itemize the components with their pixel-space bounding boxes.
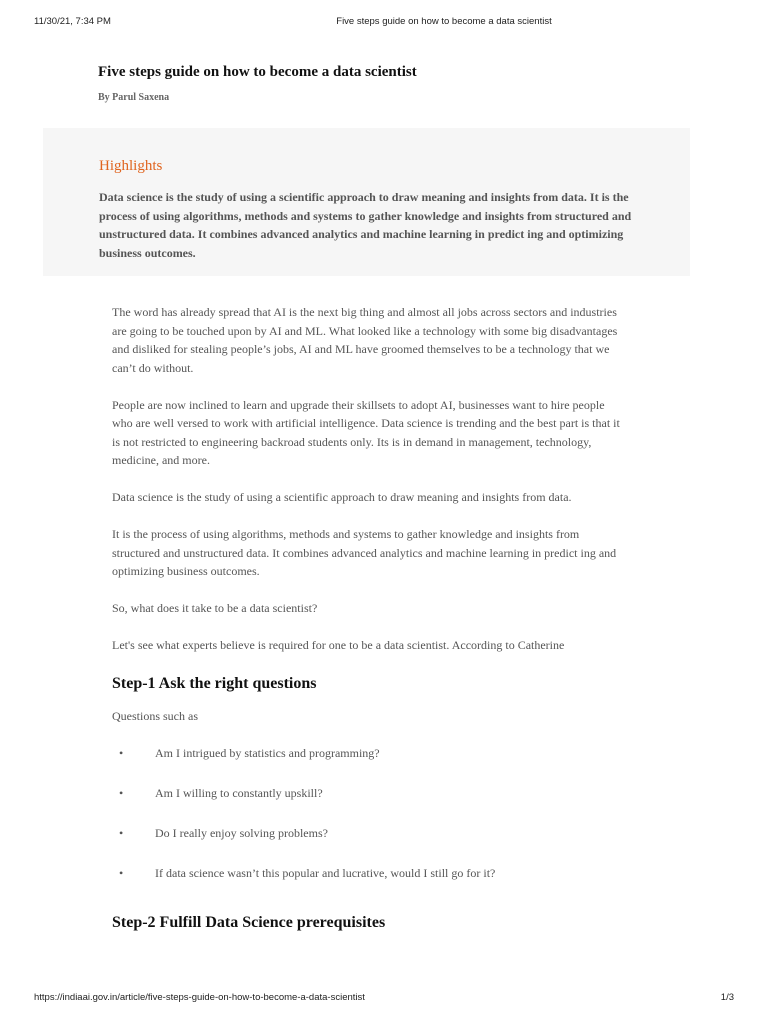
body-paragraph: Let's see what experts believe is required for one to be a data scientist. According to Catherine: [112, 638, 565, 652]
highlights-text: Data science is the study of using a scientific approach to draw meaning and insights from data. It is the process of using algorithms, methods and systems to gather knowledge and insights from structured and unstructured data. It combines advanced analytics and machine learning in predict ing and optimizing business outcomes.: [99, 190, 632, 260]
body-paragraph: People are now inclined to learn and upgrade their skillsets to adopt AI, businesses want to hire people who are well versed to work with artificial intelligence. Data science is trending and the best part is that it is not restricted to engineering backroad students only. Its is in demand in management, technology, medicine, and more.: [112, 397, 620, 467]
print-footer: [0, 992, 768, 1006]
print-page-title: Five steps guide on how to become a data scientist: [336, 16, 552, 27]
bullet-icon: •: [119, 746, 124, 760]
list-item: [112, 824, 622, 864]
highlights-box: [43, 128, 690, 276]
body-paragraph: Data science is the study of using a scientific approach to draw meaning and insights from data.: [112, 490, 572, 504]
bullet-icon: •: [119, 866, 124, 880]
list-item-text: Am I intrigued by statistics and programming?: [155, 746, 380, 760]
step-1-intro: Questions such as: [112, 709, 198, 723]
body-paragraph: The word has already spread that AI is the next big thing and almost all jobs across sectors and industries are going to be touched upon by AI and ML. What looked like a technology with some big disadvantages and disliked for stealing people’s jobs, AI and ML have groomed themselves to be a technology that we can’t do without.: [112, 305, 618, 375]
list-item-text: If data science wasn’t this popular and lucrative, would I still go for it?: [155, 866, 496, 880]
step-1-heading: Step-1 Ask the right questions: [112, 675, 317, 692]
body-paragraph: So, what does it take to be a data scientist?: [112, 601, 318, 615]
print-header: [0, 16, 768, 30]
bullet-icon: •: [119, 826, 124, 840]
print-page-number: 1/3: [720, 992, 734, 1003]
highlights-heading: Highlights: [99, 158, 163, 174]
step-1-question-list: [112, 744, 622, 904]
list-item-text: Do I really enjoy solving problems?: [155, 826, 328, 840]
article-body: [112, 303, 622, 946]
bullet-icon: •: [119, 786, 124, 800]
list-item: [112, 864, 622, 904]
article-byline: By Parul Saxena: [98, 92, 170, 103]
step-2-heading: Step-2 Fulfill Data Science prerequisites: [112, 914, 386, 931]
list-item-text: Am I willing to constantly upskill?: [155, 786, 323, 800]
print-url[interactable]: https://indiaai.gov.in/article/five-steps-guide-on-how-to-become-a-data-scientist: [34, 992, 365, 1003]
print-datetime: 11/30/21, 7:34 PM: [34, 16, 111, 27]
body-paragraph: It is the process of using algorithms, methods and systems to gather knowledge and insights from structured and unstructured data. It combines advanced analytics and machine learning in predict ing and optimizing business outcomes.: [112, 527, 617, 578]
list-item: [112, 744, 622, 784]
list-item: [112, 784, 622, 824]
article-title: Five steps guide on how to become a data scientist: [98, 64, 417, 80]
